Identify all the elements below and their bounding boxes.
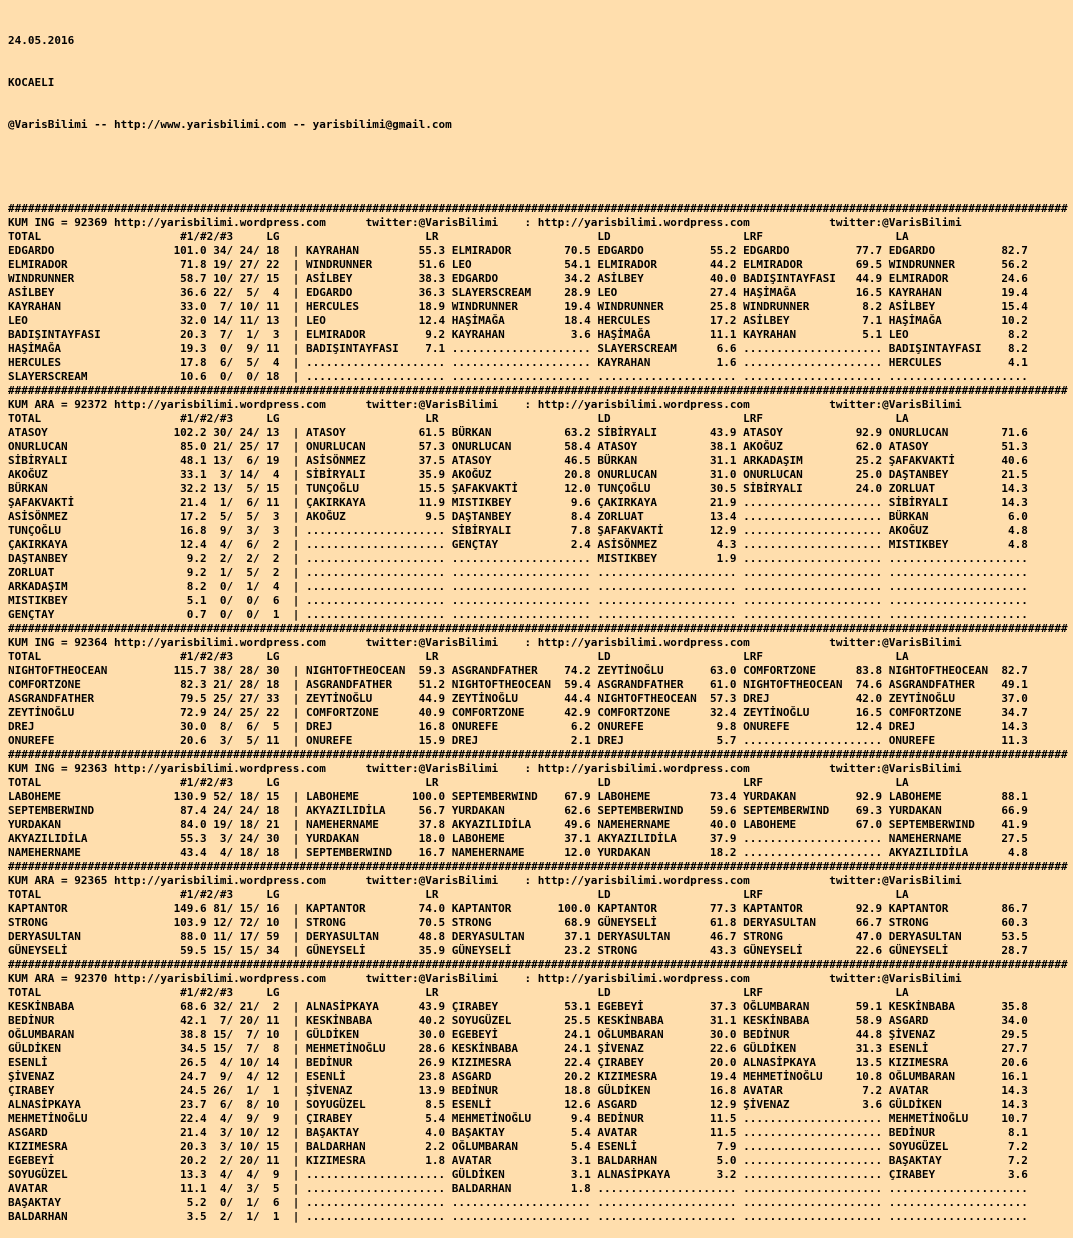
data-row: ZEYTİNOĞLU 72.9 24/ 25/ 22 | COMFORTZONE 40.9 COMFORTZONE 42.9 COMFORTZONE 32.4 ZEYTİNOĞLU 16.5 COMFORTZONE 34.7 (8, 706, 1028, 719)
data-row: DREJ 30.0 8/ 6/ 5 | DREJ 16.8 ONUREFE 6.2 ONUREFE 9.8 ONUREFE 12.4 DREJ 14.3 (8, 720, 1028, 733)
data-row: EGEBEYİ 20.2 2/ 20/ 11 | KIZIMESRA 1.8 AVATAR 3.1 BALDARHAN 5.0 ..................... BAŞAKTAY 7.2 (8, 1154, 1028, 1167)
data-row: ONURLUCAN 85.0 21/ 25/ 17 | ONURLUCAN 57.3 ONURLUCAN 58.4 ATASOY 38.1 AKOĞUZ 62.0 ATASOY 51.3 (8, 440, 1028, 453)
data-row: ASİSÖNMEZ 17.2 5/ 5/ 3 | AKOĞUZ 9.5 DAŞTANBEY 8.4 ZORLUAT 13.4 ..................... BÜRKAN 6.0 (8, 510, 1028, 523)
data-row: ŞİVENAZ 24.7 9/ 4/ 12 | ESENLİ 23.8 ASGARD 20.2 KIZIMESRA 19.4 MEHMETİNOĞLU 10.8 OĞLUMBARAN 16.1 (8, 1070, 1028, 1083)
data-row: HAŞİMAĞA 19.3 0/ 9/ 11 | BADIŞINTAYFASI 7.1 ..................... SLAYERSCREAM 6.6 ..................... BADIŞINTAYFASI 8.2 (8, 342, 1028, 355)
column-header-line: TOTAL #1/#2/#3 LG LR LD LRF LA (8, 986, 909, 999)
data-row: GENÇTAY 0.7 0/ 0/ 1 | ..................... ..................... ..................... ..................... ..................... (8, 608, 1028, 621)
section-title-line: KUM ARA = 92365 http://yarisbilimi.wordpress.com twitter:@VarisBilimi : http://yarisbilimi.wordpress.com twitter:@VarisBilimi (8, 874, 962, 887)
data-row: ELMIRADOR 71.8 19/ 27/ 22 | WINDRUNNER 51.6 LEO 54.1 ELMIRADOR 44.2 ELMIRADOR 69.5 WINDRUNNER 56.2 (8, 258, 1028, 271)
data-row: GÜLDİKEN 34.5 15/ 7/ 8 | MEHMETİNOĞLU 28.6 KESKİNBABA 24.1 ŞİVENAZ 22.6 GÜLDİKEN 31.3 ESENLİ 27.7 (8, 1042, 1028, 1055)
data-row: YURDAKAN 84.0 19/ 18/ 21 | NAMEHERNAME 37.8 AKYAZILIDİLA 49.6 NAMEHERNAME 40.0 LABOHEME 67.0 SEPTEMBERWIND 41.9 (8, 818, 1028, 831)
column-header-line: TOTAL #1/#2/#3 LG LR LD LRF LA (8, 650, 909, 663)
data-row: WINDRUNNER 58.7 10/ 27/ 15 | ASİLBEY 38.3 EDGARDO 34.2 ASİLBEY 40.0 BADIŞINTAYFASI 44.9 ELMIRADOR 24.6 (8, 272, 1028, 285)
data-row: ASİLBEY 36.6 22/ 5/ 4 | EDGARDO 36.3 SLAYERSCREAM 28.9 LEO 27.4 HAŞİMAĞA 16.5 KAYRAHAN 19.4 (8, 286, 1028, 299)
report-date: 24.05.2016 (8, 34, 75, 47)
separator-line: ################################################################################################################################################################ (8, 384, 1068, 397)
report-byline: @VarisBilimi -- http://www.yarisbilimi.com -- yarisbilimi@gmail.com (8, 118, 452, 131)
data-row: LABOHEME 130.9 52/ 18/ 15 | LABOHEME 100.0 SEPTEMBERWIND 67.9 LABOHEME 73.4 YURDAKAN 92.9 LABOHEME 88.1 (8, 790, 1028, 803)
report-track: KOCAELI (8, 76, 55, 89)
data-row: ONUREFE 20.6 3/ 5/ 11 | ONUREFE 15.9 DREJ 2.1 DREJ 5.7 ..................... ONUREFE 11.3 (8, 734, 1028, 747)
data-row: KAYRAHAN 33.0 7/ 10/ 11 | HERCULES 18.9 WINDRUNNER 19.4 WINDRUNNER 25.8 WINDRUNNER 8.2 ASİLBEY 15.4 (8, 300, 1028, 313)
data-row: BALDARHAN 3.5 2/ 1/ 1 | ..................... ..................... ..................... ..................... ..................... (8, 1210, 1028, 1223)
data-row: BAŞAKTAY 5.2 0/ 1/ 6 | ..................... ..................... ..................... ..................... ..................... (8, 1196, 1028, 1209)
data-row: EDGARDO 101.0 34/ 24/ 18 | KAYRAHAN 55.3 ELMIRADOR 70.5 EDGARDO 55.2 EDGARDO 77.7 EDGARDO 82.7 (8, 244, 1028, 257)
column-header-line: TOTAL #1/#2/#3 LG LR LD LRF LA (8, 412, 909, 425)
data-row: TUNÇOĞLU 16.8 9/ 3/ 3 | ..................... SİBİRYALI 7.8 ŞAFAKVAKTİ 12.9 ..................... AKOĞUZ 4.8 (8, 524, 1028, 537)
data-row: AVATAR 11.1 4/ 3/ 5 | ..................... BALDARHAN 1.8 ..................... ..................... ..................... (8, 1182, 1028, 1195)
section-title-line: KUM ING = 92363 http://yarisbilimi.wordpress.com twitter:@VarisBilimi : http://yarisbilimi.wordpress.com twitter:@VarisBilimi (8, 762, 962, 775)
data-row: SİBİRYALI 48.1 13/ 6/ 19 | ASİSÖNMEZ 37.5 ATASOY 46.5 BÜRKAN 31.1 ARKADAŞIM 25.2 ŞAFAKVAKTİ 40.6 (8, 454, 1028, 467)
section-title-line: KUM ARA = 92372 http://yarisbilimi.wordpress.com twitter:@VarisBilimi : http://yarisbilimi.wordpress.com twitter:@VarisBilimi (8, 398, 962, 411)
data-row: LEO 32.0 14/ 11/ 13 | LEO 12.4 HAŞİMAĞA 18.4 HERCULES 17.2 ASİLBEY 7.1 HAŞİMAĞA 10.2 (8, 314, 1028, 327)
data-row: ŞAFAKVAKTİ 21.4 1/ 6/ 11 | ÇAKIRKAYA 11.9 MISTIKBEY 9.6 ÇAKIRKAYA 21.9 ..................... SİBİRYALI 14.3 (8, 496, 1028, 509)
separator-line: ################################################################################################################################################################ (8, 748, 1068, 761)
data-row: BEDİNUR 42.1 7/ 20/ 11 | KESKİNBABA 40.2 SOYUGÜZEL 25.5 KESKİNBABA 31.1 KESKİNBABA 58.9 ASGARD 34.0 (8, 1014, 1028, 1027)
data-row: ZORLUAT 9.2 1/ 5/ 2 | ..................... ..................... ..................... ..................... ..................... (8, 566, 1028, 579)
data-row: KAPTANTOR 149.6 81/ 15/ 16 | KAPTANTOR 74.0 KAPTANTOR 100.0 KAPTANTOR 77.3 KAPTANTOR 92.9 KAPTANTOR 86.7 (8, 902, 1028, 915)
column-header-line: TOTAL #1/#2/#3 LG LR LD LRF LA (8, 776, 909, 789)
data-row: ATASOY 102.2 30/ 24/ 13 | ATASOY 61.5 BÜRKAN 63.2 SİBİRYALI 43.9 ATASOY 92.9 ONURLUCAN 71.6 (8, 426, 1028, 439)
sections-container (8, 202, 1073, 1224)
data-row: NIGHTOFTHEOCEAN 115.7 38/ 28/ 30 | NIGHTOFTHEOCEAN 59.3 ASGRANDFATHER 74.2 ZEYTİNOĞLU 63.0 COMFORTZONE 83.8 NIGHTOFTHEOCEAN 82.7 (8, 664, 1028, 677)
data-row: ÇAKIRKAYA 12.4 4/ 6/ 2 | ..................... GENÇTAY 2.4 ASİSÖNMEZ 4.3 ..................... MISTIKBEY 4.8 (8, 538, 1028, 551)
data-row: AKOĞUZ 33.1 3/ 14/ 4 | SİBİRYALI 35.9 AKOĞUZ 20.8 ONURLUCAN 31.0 ONURLUCAN 25.0 DAŞTANBEY 21.5 (8, 468, 1028, 481)
data-row: MISTIKBEY 5.1 0/ 0/ 6 | ..................... ..................... ..................... ..................... ..................... (8, 594, 1028, 607)
data-row: ASGRANDFATHER 79.5 25/ 27/ 33 | ZEYTİNOĞLU 44.9 ZEYTİNOĞLU 44.4 NIGHTOFTHEOCEAN 57.3 DREJ 42.0 ZEYTİNOĞLU 37.0 (8, 692, 1028, 705)
column-header-line: TOTAL #1/#2/#3 LG LR LD LRF LA (8, 888, 909, 901)
data-row: SOYUGÜZEL 13.3 4/ 4/ 9 | ..................... GÜLDİKEN 3.1 ALNASİPKAYA 3.2 ..................... ÇIRABEY 3.6 (8, 1168, 1028, 1181)
data-row: ASGARD 21.4 3/ 10/ 12 | BAŞAKTAY 4.0 BAŞAKTAY 5.4 AVATAR 11.5 ..................... BEDİNUR 8.1 (8, 1126, 1028, 1139)
blank-line (8, 160, 1073, 174)
data-row: ALNASİPKAYA 23.7 6/ 8/ 10 | SOYUGÜZEL 8.5 ESENLİ 12.6 ASGARD 12.9 ŞİVENAZ 3.6 GÜLDİKEN 14.3 (8, 1098, 1028, 1111)
data-row: DAŞTANBEY 9.2 2/ 2/ 2 | ..................... ..................... MISTIKBEY 1.9 ..................... ..................... (8, 552, 1028, 565)
section-title-line: KUM ARA = 92370 http://yarisbilimi.wordpress.com twitter:@VarisBilimi : http://yarisbilimi.wordpress.com twitter:@VarisBilimi (8, 972, 962, 985)
data-row: NAMEHERNAME 43.4 4/ 18/ 18 | SEPTEMBERWIND 16.7 NAMEHERNAME 12.0 YURDAKAN 18.2 ..................... AKYAZILIDİLA 4.8 (8, 846, 1028, 859)
data-row: OĞLUMBARAN 38.8 15/ 7/ 10 | GÜLDİKEN 30.0 EGEBEYİ 24.1 OĞLUMBARAN 30.0 BEDİNUR 44.8 ŞİVENAZ 29.5 (8, 1028, 1028, 1041)
data-row: ARKADAŞIM 8.2 0/ 1/ 4 | ..................... ..................... ..................... ..................... ..................... (8, 580, 1028, 593)
data-row: ESENLİ 26.5 4/ 10/ 14 | BEDİNUR 26.9 KIZIMESRA 22.4 ÇIRABEY 20.0 ALNASİPKAYA 13.5 KIZIMESRA 20.6 (8, 1056, 1028, 1069)
data-row: COMFORTZONE 82.3 21/ 28/ 18 | ASGRANDFATHER 51.2 NIGHTOFTHEOCEAN 59.4 ASGRANDFATHER 61.0 NIGHTOFTHEOCEAN 74.6 ASGRANDFATHER 49.1 (8, 678, 1028, 691)
separator-line: ################################################################################################################################################################ (8, 958, 1068, 971)
data-row: SLAYERSCREAM 10.6 0/ 0/ 18 | ..................... ..................... ..................... ..................... ..................... (8, 370, 1028, 383)
data-row: STRONG 103.9 12/ 72/ 10 | STRONG 70.5 STRONG 68.9 GÜNEYSELİ 61.8 DERYASULTAN 66.7 STRONG 60.3 (8, 916, 1028, 929)
column-header-line: TOTAL #1/#2/#3 LG LR LD LRF LA (8, 230, 909, 243)
data-row: SEPTEMBERWIND 87.4 24/ 24/ 18 | AKYAZILIDİLA 56.7 YURDAKAN 62.6 SEPTEMBERWIND 59.6 SEPTEMBERWIND 69.3 YURDAKAN 66.9 (8, 804, 1028, 817)
separator-line: ################################################################################################################################################################ (8, 860, 1068, 873)
data-row: KESKİNBABA 68.6 32/ 21/ 2 | ALNASİPKAYA 43.9 ÇIRABEY 53.1 EGEBEYİ 37.3 OĞLUMBARAN 59.1 KESKİNBABA 35.8 (8, 1000, 1028, 1013)
section-title-line: KUM ING = 92369 http://yarisbilimi.wordpress.com twitter:@VarisBilimi : http://yarisbilimi.wordpress.com twitter:@VarisBilimi (8, 216, 962, 229)
separator-line: ################################################################################################################################################################ (8, 622, 1068, 635)
data-row: DERYASULTAN 88.0 11/ 17/ 59 | DERYASULTAN 48.8 DERYASULTAN 37.1 DERYASULTAN 46.7 STRONG 47.0 DERYASULTAN 53.5 (8, 930, 1028, 943)
data-row: KIZIMESRA 20.3 3/ 10/ 15 | BALDARHAN 2.2 OĞLUMBARAN 5.4 ESENLİ 7.9 ..................... SOYUGÜZEL 7.2 (8, 1140, 1028, 1153)
data-row: ÇIRABEY 24.5 26/ 1/ 1 | ŞİVENAZ 13.9 BEDİNUR 18.8 GÜLDİKEN 16.8 AVATAR 7.2 AVATAR 14.3 (8, 1084, 1028, 1097)
data-row: GÜNEYSELİ 59.5 15/ 15/ 34 | GÜNEYSELİ 35.9 GÜNEYSELİ 23.2 STRONG 43.3 GÜNEYSELİ 22.6 GÜNEYSELİ 28.7 (8, 944, 1028, 957)
section-title-line: KUM ING = 92364 http://yarisbilimi.wordpress.com twitter:@VarisBilimi : http://yarisbilimi.wordpress.com twitter:@VarisBilimi (8, 636, 962, 649)
data-row: BADIŞINTAYFASI 20.3 7/ 1/ 3 | ELMIRADOR 9.2 KAYRAHAN 3.6 HAŞİMAĞA 11.1 KAYRAHAN 5.1 LEO 8.2 (8, 328, 1028, 341)
data-row: HERCULES 17.8 6/ 5/ 4 | ..................... ..................... KAYRAHAN 1.6 ..................... HERCULES 4.1 (8, 356, 1028, 369)
data-row: AKYAZILIDİLA 55.3 3/ 24/ 30 | YURDAKAN 18.0 LABOHEME 37.1 AKYAZILIDİLA 37.9 ..................... NAMEHERNAME 27.5 (8, 832, 1028, 845)
separator-line: ################################################################################################################################################################ (8, 202, 1068, 215)
data-row: BÜRKAN 32.2 13/ 5/ 15 | TUNÇOĞLU 15.5 ŞAFAKVAKTİ 12.0 TUNÇOĞLU 30.5 SİBİRYALI 24.0 ZORLUAT 14.3 (8, 482, 1028, 495)
data-row: MEHMETİNOĞLU 22.4 4/ 9/ 9 | ÇIRABEY 5.4 MEHMETİNOĞLU 9.4 BEDİNUR 11.5 ..................... MEHMETİNOĞLU 10.7 (8, 1112, 1028, 1125)
